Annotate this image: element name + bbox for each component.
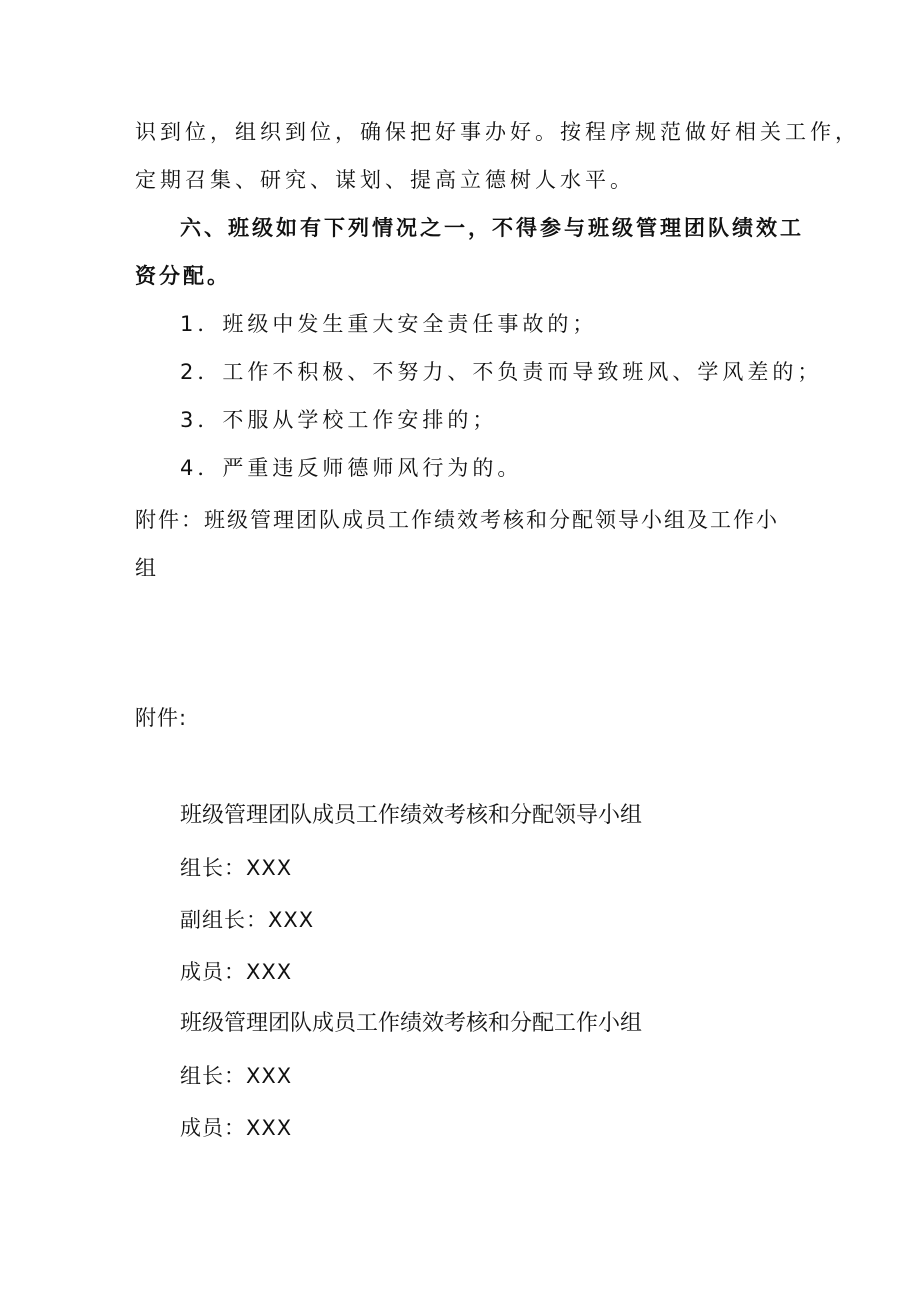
list-item: 4．严重违反师德师风行为的。 xyxy=(180,456,523,480)
list-item: 2．工作不积极、不努力、不负责而导致班风、学风差的； xyxy=(180,360,823,384)
body-text-line: 定期召集、研究、谋划、提高立德树人水平。 xyxy=(135,168,635,192)
section-heading: 六、班级如有下列情况之一，不得参与班级管理团队绩效工 xyxy=(180,216,804,240)
attachment-note-line: 附件：班级管理团队成员工作绩效考核和分配领导小组及工作小 xyxy=(135,508,779,532)
group-leader: 组长：XXX xyxy=(180,1064,293,1088)
attachment-note-line: 组 xyxy=(135,556,160,580)
group-deputy: 副组长：XXX xyxy=(180,908,315,932)
group-leader: 组长：XXX xyxy=(180,856,293,880)
group-members: 成员：XXX xyxy=(180,960,293,984)
body-text-line: 识到位，组织到位，确保把好事办好。按程序规范做好相关工作， xyxy=(135,120,860,144)
group-members: 成员：XXX xyxy=(180,1116,293,1140)
section-heading-continued: 资分配。 xyxy=(135,264,231,288)
list-item: 3．不服从学校工作安排的； xyxy=(180,408,498,432)
list-item: 1．班级中发生重大安全责任事故的； xyxy=(180,312,598,336)
attachment-heading: 附件: xyxy=(135,706,188,730)
group-title: 班级管理团队成员工作绩效考核和分配工作小组 xyxy=(180,1011,643,1036)
group-title: 班级管理团队成员工作绩效考核和分配领导小组 xyxy=(180,803,643,828)
